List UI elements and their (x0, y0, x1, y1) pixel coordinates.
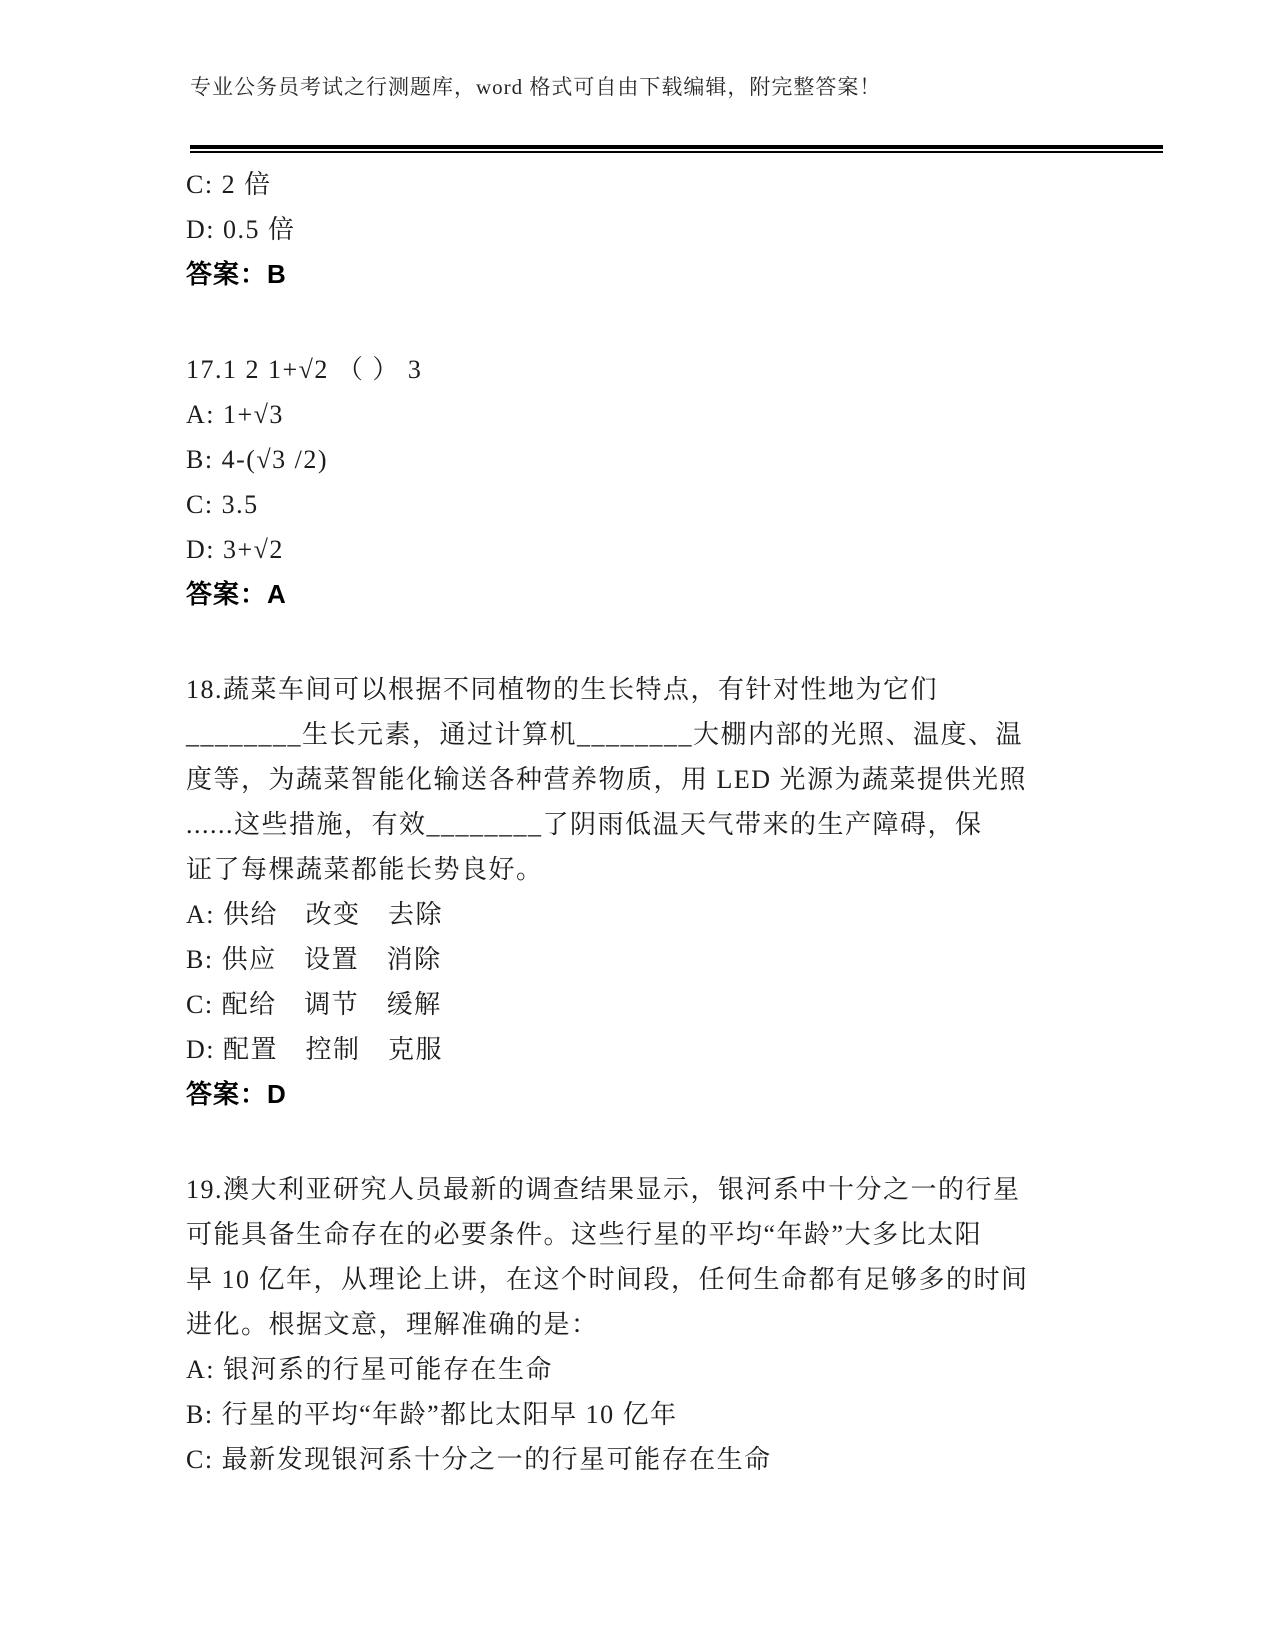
header-rule-thick-line (190, 145, 1163, 149)
question-text-line: 进化。根据文意，理解准确的是： (186, 1310, 599, 1339)
question-text-line: ________生长元素，通过计算机________大棚内部的光照、温度、温 (186, 720, 1024, 749)
option-line: A: 供给 改变 去除 (186, 900, 444, 929)
option-line: C: 配给 调节 缓解 (186, 990, 442, 1019)
option-line: C: 2 倍 (186, 170, 272, 199)
question-text-line: 可能具备生命存在的必要条件。这些行星的平均“年龄”大多比太阳 (186, 1220, 983, 1249)
option-line: A: 银河系的行星可能存在生命 (186, 1355, 554, 1384)
question-text-line: 18.蔬菜车间可以根据不同植物的生长特点，有针对性地为它们 (186, 675, 939, 704)
header-rule (190, 145, 1163, 153)
header-title: 专业公务员考试之行测题库，word 格式可自由下载编辑，附完整答案！ (190, 75, 882, 99)
question-text-line: 17.1 2 1+√2 （ ） 3 (186, 355, 423, 384)
option-line: B: 供应 设置 消除 (186, 945, 442, 974)
answer-line: 答案：A (186, 579, 287, 609)
option-line: A: 1+√3 (186, 400, 284, 429)
option-line: D: 0.5 倍 (186, 215, 296, 244)
question-text-line: 度等，为蔬菜智能化输送各种营养物质，用 LED 光源为蔬菜提供光照 (186, 765, 1028, 794)
answer-line: 答案：B (186, 259, 287, 289)
option-line: B: 4-(√3 /2) (186, 445, 329, 474)
option-line: D: 3+√2 (186, 535, 284, 564)
question-17-block (186, 347, 1146, 617)
question-text-line: 19.澳大利亚研究人员最新的调查结果显示，银河系中十分之一的行星 (186, 1175, 1021, 1204)
question-text-line: 早 10 亿年，从理论上讲，在这个时间段，任何生命都有足够多的时间 (186, 1265, 1029, 1294)
header-rule-thin-line (190, 151, 1163, 153)
answer-line: 答案：D (186, 1079, 287, 1109)
question-text-line: ......这些措施，有效________了阴雨低温天气带来的生产障碍，保 (186, 810, 983, 839)
option-line: C: 最新发现银河系十分之一的行星可能存在生命 (186, 1445, 772, 1474)
question-16-options-block (186, 162, 1146, 297)
option-line: D: 配置 控制 克服 (186, 1035, 444, 1064)
question-19-block (186, 1167, 1146, 1482)
question-18-block (186, 667, 1146, 1117)
option-line: C: 3.5 (186, 490, 259, 519)
option-line: B: 行星的平均“年龄”都比太阳早 10 亿年 (186, 1400, 678, 1429)
question-text-line: 证了每棵蔬菜都能长势良好。 (186, 855, 544, 884)
document-body (186, 162, 1146, 1482)
